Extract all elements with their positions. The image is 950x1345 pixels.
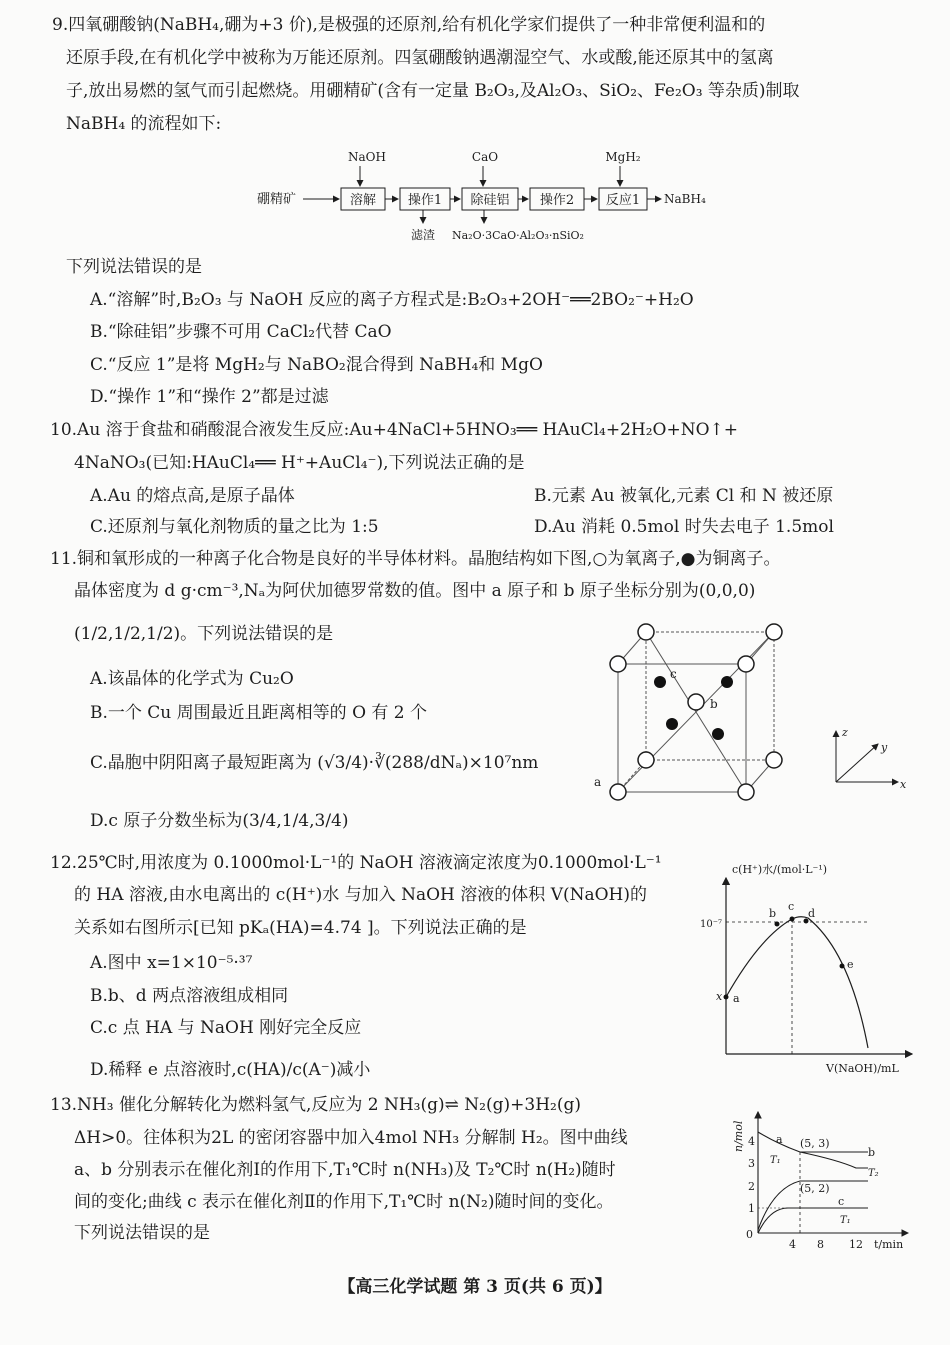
svg-text:d: d	[808, 907, 816, 920]
q9-line-1: 9.四氧硼酸钠(NaBH₄,硼为+3 价),是极强的还原剂,给有机化学家们提供了一种非常便利温和的	[52, 15, 766, 35]
q9-option-c: C.“反应 1”是将 MgH₂与 NaBO₂混合得到 NaBH₄和 MgO	[90, 355, 543, 375]
q9-option-d: D.“操作 1”和“操作 2”都是过滤	[90, 387, 329, 407]
svg-text:0: 0	[746, 1228, 753, 1241]
svg-text:(5, 3): (5, 3)	[800, 1137, 830, 1150]
svg-text:T₂: T₂	[868, 1168, 879, 1179]
q11-option-a: A.该晶体的化学式为 Cu₂O	[90, 669, 294, 689]
flow-reagent-cao: CaO	[471, 150, 499, 164]
svg-text:c: c	[788, 900, 795, 913]
cell-label-b: b	[710, 697, 718, 711]
q11-line-2: 晶体密度为 d g·cm⁻³,Nₐ为阿伏加德罗常数的值。图中 a 原子和 b 原子坐标分别为(0,0,0)	[74, 581, 756, 601]
q12-line-1: 12.25℃时,用浓度为 0.1000mol·L⁻¹的 NaOH 溶液滴定浓度为0.1000mol·L⁻¹	[50, 853, 662, 873]
q11-option-b: B.一个 Cu 周围最近且距离相等的 O 有 2 个	[90, 703, 428, 723]
flowchart	[255, 148, 725, 244]
svg-text:a: a	[733, 992, 740, 1005]
cell-label-a: a	[594, 775, 602, 789]
q10-line-1: 10.Au 溶于食盐和硝酸混合液发生反应:Au+4NaCl+5HNO₃══ HAuCl₄+2H₂O+NO↑+	[50, 420, 739, 440]
svg-text:12: 12	[849, 1238, 863, 1251]
svg-text:e: e	[847, 958, 854, 971]
svg-text:b: b	[868, 1146, 876, 1159]
q12-option-d: D.稀释 e 点溶液时,c(HA)/c(A⁻)减小	[90, 1060, 371, 1080]
svg-text:T₁: T₁	[770, 1155, 781, 1166]
q13-line-1: 13.NH₃ 催化分解转化为燃料氢气,反应为 2 NH₃(g)⇌ N₂(g)+3H₂(g)	[50, 1095, 581, 1115]
q10-option-a: A.Au 的熔点高,是原子晶体	[90, 486, 295, 506]
ammonia-graph	[728, 1108, 928, 1258]
q13-line-4: 间的变化;曲线 c 表示在催化剂Ⅱ的作用下,T₁℃时 n(N₂)随时间的变化。	[74, 1192, 614, 1212]
q9-line-2: 还原手段,在有机化学中被称为万能还原剂。四氢硼酸钠遇潮湿空气、水或酸,能还原其中的氢离	[66, 48, 774, 68]
svg-text:a: a	[776, 1133, 783, 1146]
svg-text:操作1: 操作1	[407, 193, 443, 208]
q11-option-c: C.晶胞中阴阳离子最短距离为 (√3/4)·∛(288/dNₐ)×10⁷nm	[90, 753, 539, 773]
q9-stem: 下列说法错误的是	[66, 257, 202, 277]
q10-option-b: B.元素 Au 被氧化,元素 Cl 和 N 被还原	[534, 486, 834, 506]
flow-product: NaBH₄	[664, 192, 706, 206]
q9-line-3: 子,放出易燃的氢气而引起燃烧。用硼精矿(含有一定量 B₂O₃,及Al₂O₃、SiO₂、Fe₂O₃ 等杂质)制取	[66, 81, 800, 101]
q10-option-c: C.还原剂与氧化剂物质的量之比为 1:5	[90, 517, 379, 537]
q11-line-3: (1/2,1/2,1/2)。下列说法错误的是	[74, 624, 334, 644]
q12-line-2: 的 HA 溶液,由水电离出的 c(H⁺)水 与加入 NaOH 溶液的体积 V(NaOH)的	[74, 885, 648, 905]
svg-text:2: 2	[748, 1180, 755, 1193]
axis-z-label: z	[842, 726, 848, 739]
flow-byproduct-2: Na₂O·3CaO·Al₂O₃·nSiO₂	[452, 229, 584, 242]
titration-ytick: 10⁻⁷	[700, 919, 723, 930]
q9-option-a: A.“溶解”时,B₂O₃ 与 NaOH 反应的离子方程式是:B₂O₃+2OH⁻══2BO₂⁻+H₂O	[90, 290, 694, 310]
q12-option-c: C.c 点 HA 与 NaOH 刚好完全反应	[90, 1018, 362, 1038]
svg-text:1: 1	[748, 1202, 755, 1215]
q12-line-3: 关系如右图所示[已知 pKₐ(HA)=4.74 ]。下列说法正确的是	[74, 918, 527, 938]
q11-option-d: D.c 原子分数坐标为(3/4,1/4,3/4)	[90, 811, 349, 831]
ammonia-ylabel: n/mol	[732, 1120, 745, 1152]
q10-line-2: 4NaNO₃(已知:HAuCl₄══ H⁺+AuCl₄⁻),下列说法正确的是	[74, 453, 525, 473]
q12-option-a: A.图中 x=1×10⁻⁵·³⁷	[90, 953, 253, 973]
q13-line-2: ΔH>0。往体积为2L 的密闭容器中加入4mol NH₃ 分解制 H₂。图中曲线	[74, 1128, 628, 1148]
q9-option-b: B.“除硅铝”步骤不可用 CaCl₂代替 CaO	[90, 322, 392, 342]
svg-text:溶解: 溶解	[349, 193, 377, 208]
svg-text:3: 3	[748, 1157, 755, 1170]
page-footer: 【高三化学试题 第 3 页(共 6 页)】	[338, 1277, 612, 1297]
q10-option-d: D.Au 消耗 0.5mol 时失去电子 1.5mol	[534, 517, 834, 537]
svg-text:4: 4	[748, 1135, 755, 1148]
ammonia-xlabel: t/min	[874, 1238, 904, 1251]
svg-text:反应1: 反应1	[605, 193, 641, 208]
flow-byproduct-1: 滤渣	[410, 228, 436, 242]
svg-text:T₁: T₁	[840, 1215, 851, 1226]
flow-start: 硼精矿	[257, 192, 297, 207]
flow-reagent-naoh: NaOH	[348, 150, 386, 164]
svg-text:8: 8	[817, 1238, 824, 1251]
q13-line-5: 下列说法错误的是	[74, 1223, 210, 1243]
titration-graph	[700, 862, 932, 1084]
q13-line-3: a、b 分别表示在催化剂Ⅰ的作用下,T₁℃时 n(NH₃)及 T₂℃时 n(H₂)随时	[74, 1160, 616, 1180]
svg-text:x: x	[716, 990, 723, 1003]
titration-ylabel: c(H⁺)水/(mol·L⁻¹)	[732, 863, 828, 876]
q9-line-4: NaBH₄ 的流程如下:	[66, 114, 222, 134]
svg-text:除硅铝: 除硅铝	[470, 193, 510, 208]
svg-text:(5, 2): (5, 2)	[800, 1182, 830, 1195]
svg-text:操作2: 操作2	[539, 193, 575, 208]
svg-text:b: b	[769, 907, 777, 920]
axis-x-label: x	[900, 778, 907, 791]
titration-xlabel: V(NaOH)/mL	[826, 1062, 899, 1075]
q11-line-1: 11.铜和氧形成的一种离子化合物是良好的半导体材料。晶胞结构如下图,○为氧离子,●为铜离子。	[50, 549, 781, 569]
svg-text:4: 4	[789, 1238, 796, 1251]
cell-label-c: c	[670, 667, 677, 681]
crystal-cell-figure	[588, 618, 918, 803]
q12-option-b: B.b、d 两点溶液组成相同	[90, 986, 289, 1006]
flow-reagent-mgh2: MgH₂	[605, 150, 641, 164]
axis-y-label: y	[881, 741, 888, 754]
svg-text:c: c	[838, 1195, 845, 1208]
